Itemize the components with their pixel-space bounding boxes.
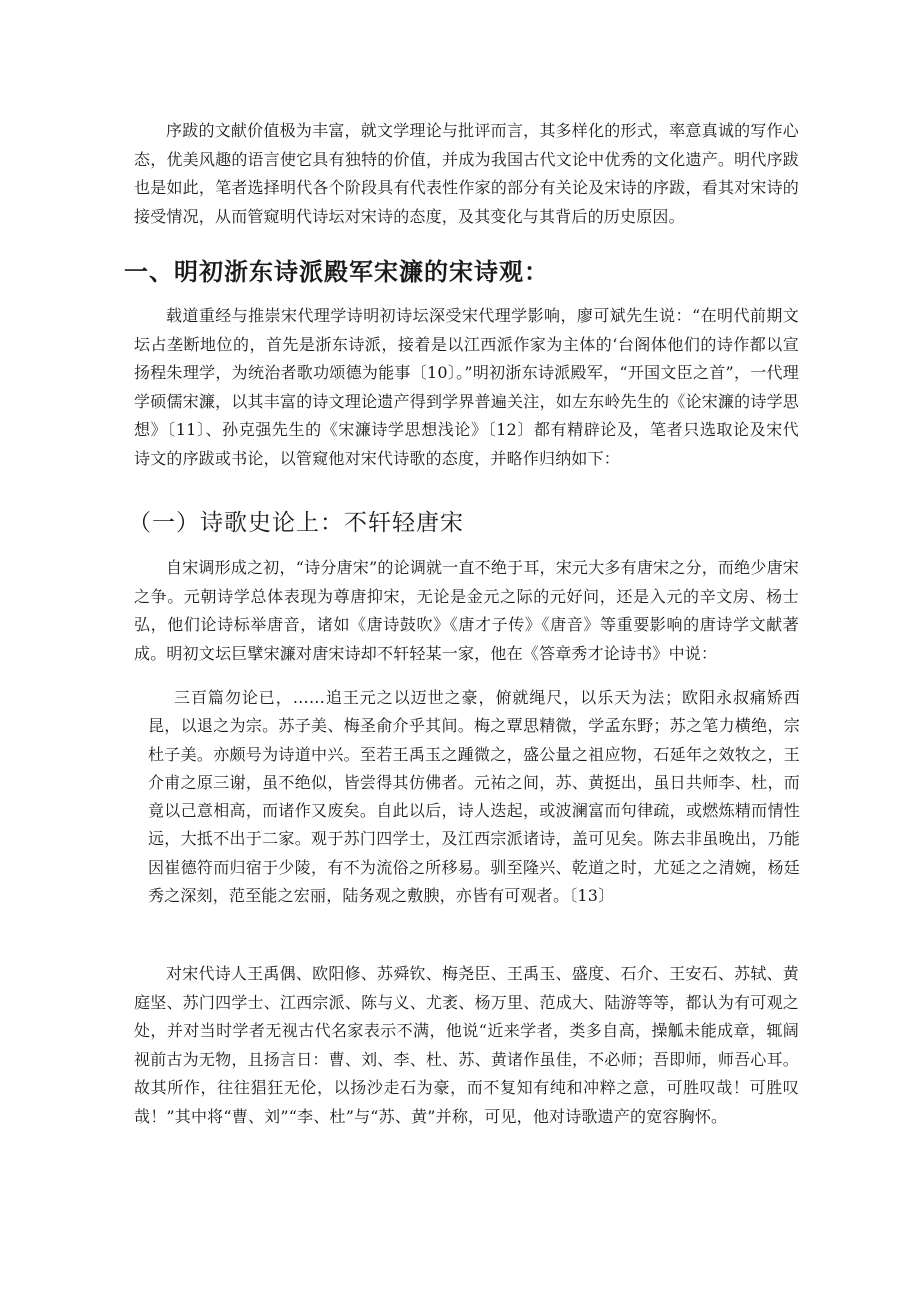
subsection-paragraph: 自宋调形成之初，“诗分唐宋”的论调就一直不绝于耳，宋元大多有唐宋之分，而绝少唐宋之争。元朝诗学总体表现为尊唐抑宋，无论是金元之际的元好问，还是入元的辛文房、杨士弘，他们论诗标举唐音，诸如《唐诗鼓吹》《唐才子传》《唐音》等重要影响的唐诗学文献著成。明初文坛巨擘宋濂对唐宋诗却不轩轻某一家，他在《答章秀才论诗书》中说：: [134, 558, 799, 663]
subsection-heading: （一）诗歌史论上：不轩轻唐宋: [128, 510, 464, 536]
block-quote: 三百篇勿论已，……追王元之以迈世之豪，俯就绳尺，以乐天为法；欧阳永叔痛矫西昆，以退之为宗。苏子美、梅圣俞介乎其间。梅之覃思精微，学孟东野；苏之笔力横绝，宗杜子美。亦颇号为诗道中兴。至若王禹玉之踵微之，盛公量之祖应物，石延年之效牧之，王介甫之原三谢，虽不绝似，皆尝得其仿佛者。元祐之间，苏、黄挺出，虽日共师李、杜，而竟以己意相高，而诸作又废矣。自此以后，诗人迭起，或波澜富而句律疏，或燃炼精而情性远，大抵不出于二家。观于苏门四学士，及江西宗派诸诗，盖可见矣。陈去非虽晚出，乃能因崔德符而归宿于少陵，有不为流俗之所移易。驯至隆兴、乾道之时，尤延之之清婉，杨廷秀之深刻，范至能之宏丽，陆务观之敷腴，亦皆有可观者。〔13〕: [148, 688, 800, 906]
intro-paragraph: 序跋的文献价值极为丰富，就文学理论与批评而言，其多样化的形式，率意真诚的写作心态，优美风趣的语言使它具有独特的价值，并成为我国古代文论中优秀的文化遗产。明代序跋也是如此，笔者选择明代各个阶段具有代表性作家的部分有关论及宋诗的序跋，看其对宋诗的接受情况，从而管窥明代诗坛对宋诗的态度，及其变化与其背后的历史原因。: [134, 121, 799, 226]
section-heading: 一、明初浙东诗派殿军宋濂的宋诗观：: [124, 258, 549, 286]
analysis-paragraph: 对宋代诗人王禹偶、欧阳修、苏舜钦、梅尧臣、王禹玉、盛度、石介、王安石、苏轼、黄庭坚、苏门四学士、江西宗派、陈与义、尤袤、杨万里、范成大、陆游等等，都认为有可观之处，并对当时学者无视古代名家表示不满，他说“近来学者，类多自高，操觚未能成章，辄阔视前古为无物，且扬言日：曹、刘、李、杜、苏、黄诸作虽佳，不必师；吾即师，师吾心耳。故其所作，往往猖狂无伦，以扬沙走石为豪，而不复知有纯和冲粹之意，可胜叹哉！可胜叹哉！”其中将“曹、刘”“李、杜”与“苏、黄”并称，可见，他对诗歌遗产的宽容胸怀。: [134, 964, 799, 1126]
section-paragraph: 载道重经与推崇宋代理学诗明初诗坛深受宋代理学影响，廖可斌先生说：“在明代前期文坛占垄断地位的，首先是浙东诗派，接着是以江西派作家为主体的‘台阁体他们的诗作都以宣扬程朱理学，为统治者歌功颂德为能事〔10〕。”明初浙东诗派殿军，“开国文臣之首”，一代理学硕儒宋濂，以其丰富的诗文理论遗产得到学界普遍关注，如左东岭先生的《论宋濂的诗学思想》〔11〕、孙克强先生的《宋濂诗学思想浅论》〔12〕都有精辟论及，笔者只选取论及宋代诗文的序跋或书论，以管窥他对宋代诗歌的态度，并略作归纳如下：: [134, 306, 799, 468]
